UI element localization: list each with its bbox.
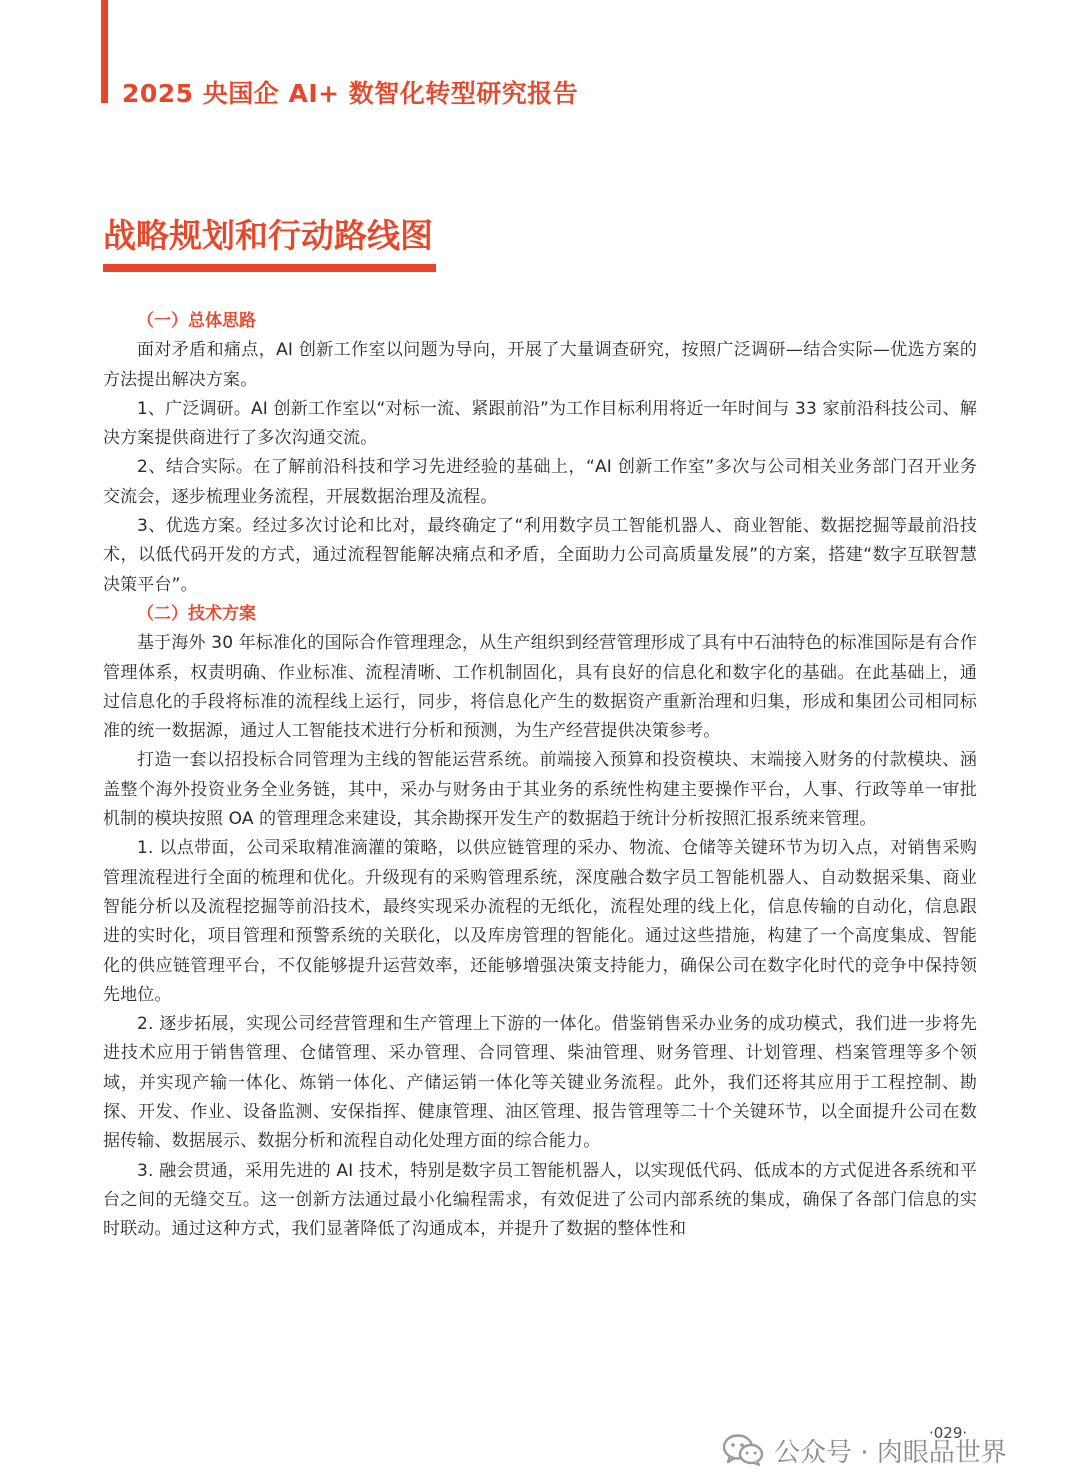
body-content <box>103 307 977 1245</box>
wechat-icon <box>722 1433 764 1467</box>
section-title: 战略规划和行动路线图 <box>103 216 433 255</box>
watermark-text: 公众号 · 肉眼品世界 <box>774 1437 1007 1468</box>
page-number: ·029· <box>929 1424 968 1442</box>
paragraph: 3. 融会贯通，采用先进的 AI 技术，特别是数字员工智能机器人，以实现低代码、低成本的方式促进各系统和平台之间的无缝交互。这一创新方法通过最小化编程需求，有效促进了公司内部系统的集成，确保了各部门信息的实时联动。通过这种方式，我们显著降低了沟通成本，并提升了数据的整体性和 <box>103 1160 977 1240</box>
paragraph: 1、广泛调研。AI 创新工作室以“对标一流、紧跟前沿”为工作目标利用将近一年时间与 33 家前沿科技公司、解决方案提供商进行了多次沟通交流。 <box>103 398 977 449</box>
section-title-underline <box>103 264 436 272</box>
paragraph: 3、优选方案。经过多次讨论和比对，最终确定了“利用数字员工智能机器人、商业智能、数据挖掘等最前沿技术，以低代码开发的方式，通过流程智能解决痛点和矛盾，全面助力公司高质量发展”的方案，搭建“数字互联智慧决策平台”。 <box>103 516 977 595</box>
subsection-heading-overall: （一）总体思路 <box>137 311 256 331</box>
watermark <box>722 1428 1007 1472</box>
paragraph: 1. 以点带面，公司采取精准滴灌的策略，以供应链管理的采办、物流、仓储等关键环节为切入点，对销售采购管理流程进行全面的梳理和优化。升级现有的采购管理系统，深度融合数字员工智能机器人、自动数据采集、商业智能分析以及流程挖掘等前沿技术，最终实现采办流程的无纸化，流程处理的线上化，信息传输的自动化，信息跟进的实时化，项目管理和预警系统的关联化，以及库房管理的智能化。通过这些措施，构建了一个高度集成、智能化的供应链管理平台，不仅能够提升运营效率，还能够增强决策支持能力，确保公司在数字化时代的竞争中保持领先地位。 <box>103 838 977 1005</box>
paragraph: 2、结合实际。在了解前沿科技和学习先进经验的基础上，“AI 创新工作室”多次与公司相关业务部门召开业务交流会，逐步梳理业务流程，开展数据治理及流程。 <box>103 457 977 507</box>
header-accent-bar <box>101 0 108 103</box>
paragraph: 2. 逐步拓展，实现公司经营管理和生产管理上下游的一体化。借鉴销售采办业务的成功模式，我们进一步将先进技术应用于销售管理、仓储管理、采办管理、合同管理、柴油管理、财务管理、计划管理、档案管理等多个领域，并实现产输一体化、炼销一体化、产储运销一体化等关键业务流程。此外，我们还将其应用于工程控制、勘探、开发、作业、设备监测、安保指挥、健康管理、油区管理、报告管理等二十个关键环节，以全面提升公司在数据传输、数据展示、数据分析和流程自动化处理方面的综合能力。 <box>103 1014 977 1152</box>
paragraph: 打造一套以招投标合同管理为主线的智能运营系统。前端接入预算和投资模块、末端接入财务的付款模块、涵盖整个海外投资业务全业务链，其中，采办与财务由于其业务的系统性构建主要操作平台，人事、行政等单一审批机制的模块按照 OA 的管理理念来建设，其余勘探开发生产的数据趋于统计分析按照汇报系统来管理。 <box>103 750 977 830</box>
report-title: 2025 央国企 AI+ 数智化转型研究报告 <box>122 79 579 108</box>
subsection-heading-technical: （二）技术方案 <box>137 603 256 624</box>
paragraph: 面对矛盾和痛点，AI 创新工作室以问题为导向，开展了大量调查研究，按照广泛调研—结合实际—优选方案的方法提出解决方案。 <box>103 340 977 390</box>
paragraph: 基于海外 30 年标准化的国际合作管理理念，从生产组织到经营管理形成了具有中石油特色的标准国际是有合作管理体系，权责明确、作业标准、流程清晰、工作机制固化，具有良好的信息化和数字化的基础。在此基础上，通过信息化的手段将标准的流程线上运行，同步，将信息化产生的数据资产重新治理和归集，形成和集团公司相同标准的统一数据源，通过人工智能技术进行分析和预测，为生产经营提供决策参考。 <box>103 633 977 742</box>
